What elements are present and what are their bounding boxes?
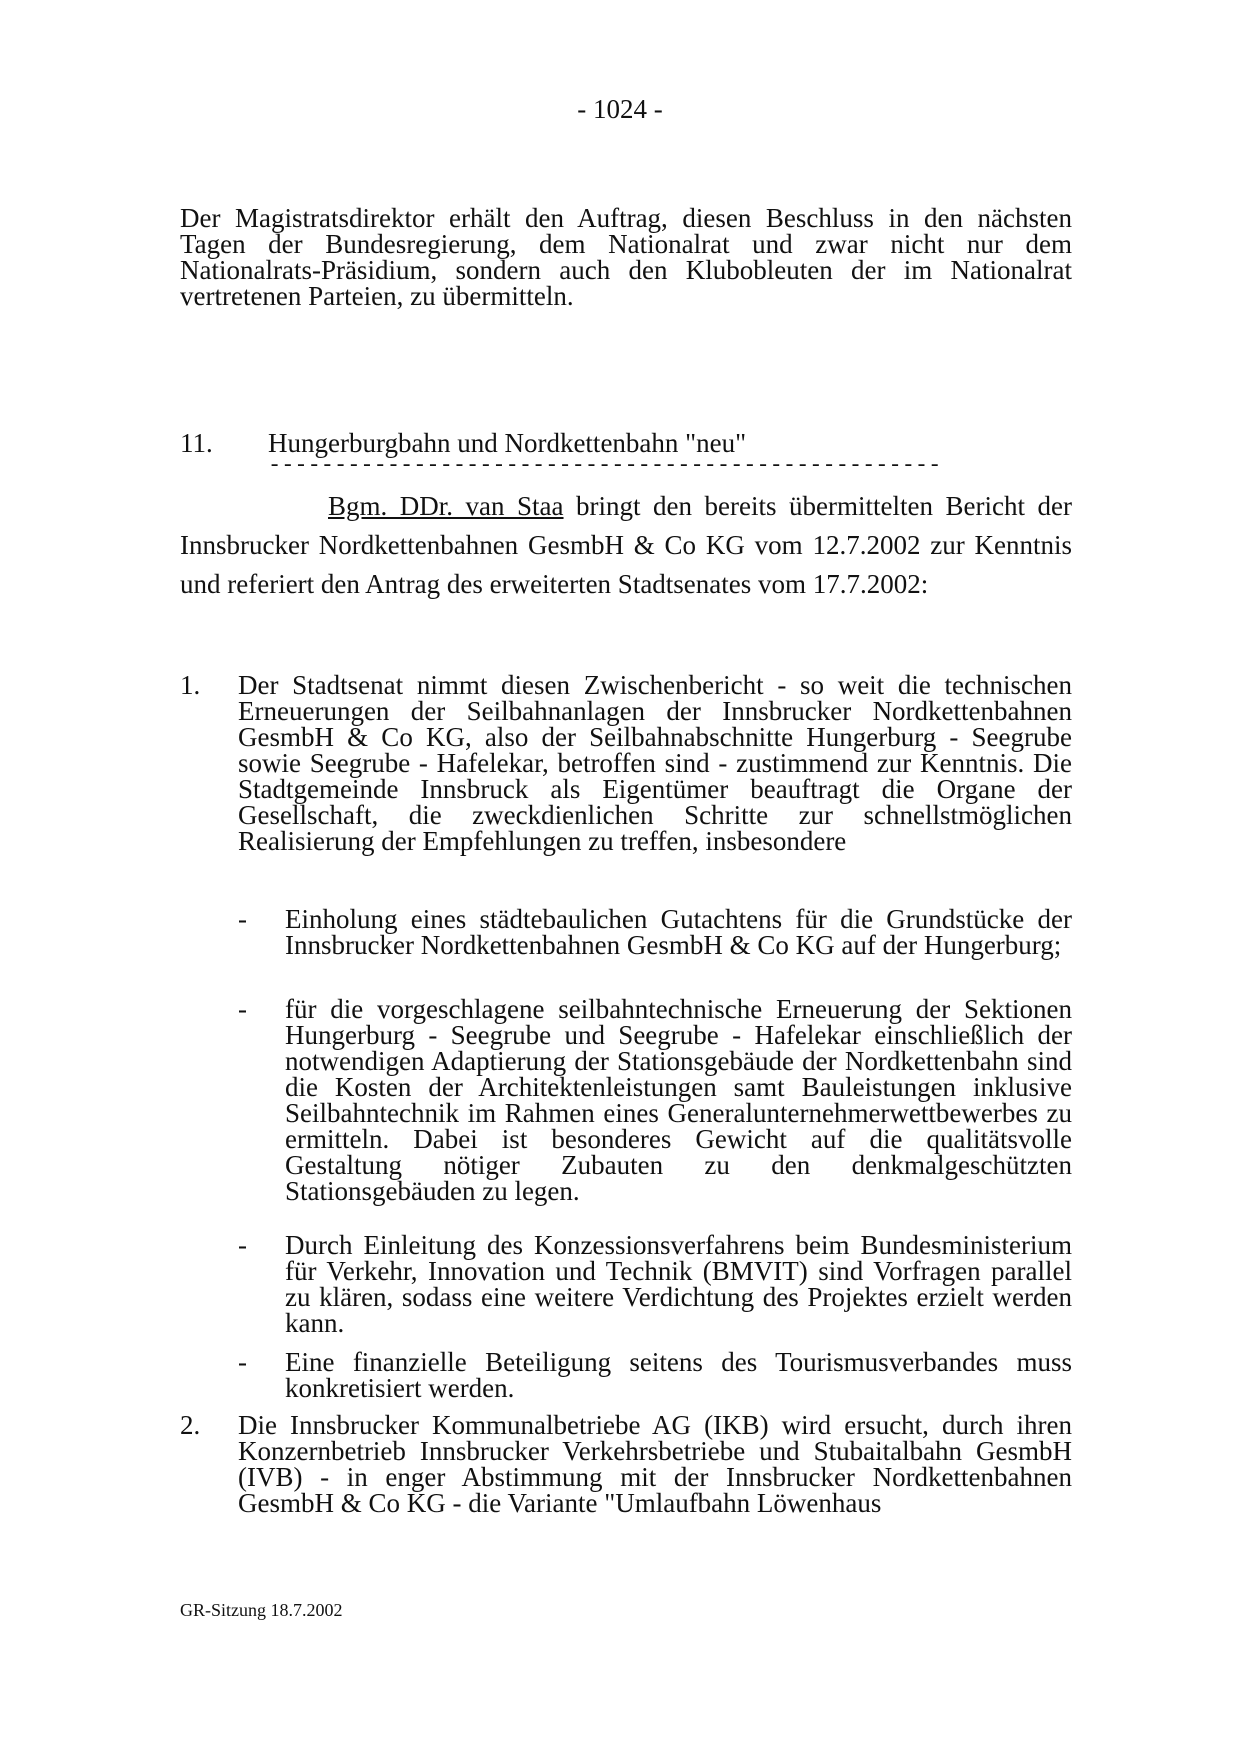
speaker-name: Bgm. DDr. van Staa — [328, 491, 564, 521]
section-title: Hungerburgbahn und Nordkettenbahn "neu" — [268, 428, 747, 458]
page-footer: GR-Sitzung 18.7.2002 — [180, 1600, 343, 1620]
sub-item-text: Eine finanzielle Beteiligung seitens des Tourismusverbandes muss konkretisiert werden. — [285, 1347, 1072, 1403]
sub-item-dash: - — [238, 904, 247, 934]
sub-item-dash: - — [238, 1347, 247, 1377]
sub-item-dash: - — [238, 1230, 247, 1260]
intro-text: bringt den bereits übermittelten Bericht der Innsbrucker Nordkettenbahnen GesmbH & Co KG vom 12.7.2002 zur Kenntnis und referiert den Antrag des erweiterten Stadtsenates vom 17.7.2002: — [180, 491, 1072, 599]
paragraph-transmission-order: Der Magistratsdirektor erhält den Auftrag, diesen Beschluss in den nächsten Tagen der Bundesregierung, dem Nationalrat und zwar nicht nur dem Nationalrats-Präsidium, sondern auch den Klubobleuten der im Nationalrat vertretenen Parteien, zu übermitteln. — [180, 203, 1072, 311]
section-title-underline: --------------------------------------------------- — [268, 453, 942, 478]
list-item-number: 1. — [180, 670, 201, 700]
sub-item-text: Durch Einleitung des Konzessionsverfahrens beim Bundesministerium für Verkehr, Innovation und Technik (BMVIT) sind Vorfragen parallel zu klären, sodass eine weitere Verdichtung des Projektes erzielt werden kann. — [285, 1230, 1072, 1338]
sub-item-text: Einholung eines städtebaulichen Gutachtens für die Grundstücke der Innsbrucker Nordkettenbahnen GesmbH & Co KG auf der Hungerburg; — [285, 904, 1072, 960]
sub-item-text: für die vorgeschlagene seilbahntechnische Erneuerung der Sektionen Hungerburg - Seegrube und Seegrube - Hafelekar einschließlich der notwendigen Adaptierung der Stationsgebäude der Nordkettenbahn sind die Kosten der Architektenleistungen samt Bauleistungen inklusive Seilbahntechnik im Rahmen eines Generalunternehmerwettbewerbes zu ermitteln. Dabei ist besonderes Gewicht auf die qualitätsvolle Gestaltung nötiger Zubauten zu den denkmalgeschützten Stationsgebäuden zu legen. — [285, 994, 1072, 1206]
page-number: - 1024 - — [577, 94, 663, 124]
section-intro — [180, 487, 1072, 604]
list-item-number: 2. — [180, 1410, 201, 1440]
list-item-text: Der Stadtsenat nimmt diesen Zwischenbericht - so weit die technischen Erneuerungen der Seilbahnanlagen der Innsbrucker Nordkettenbahnen GesmbH & Co KG, also der Seilbahnabschnitte Hungerburg - Seegrube sowie Seegrube - Hafelekar, betroffen sind - zustimmend zur Kenntnis. Die Stadtgemeinde Innsbruck als Eigentümer beauftragt die Organe der Gesellschaft, die zweckdienlichen Schritte zur schnellstmöglichen Realisierung der Empfehlungen zu treffen, insbesondere — [238, 670, 1072, 856]
section-number: 11. — [180, 428, 213, 458]
list-item-text: Die Innsbrucker Kommunalbetriebe AG (IKB) wird ersucht, durch ihren Konzernbetrieb Innsbrucker Verkehrsbetriebe und Stubaitalbahn GesmbH (IVB) - in enger Abstimmung mit der Innsbrucker Nordkettenbahnen GesmbH & Co KG - die Variante "Umlaufbahn Löwenhaus — [238, 1410, 1072, 1518]
sub-item-dash: - — [238, 994, 247, 1024]
